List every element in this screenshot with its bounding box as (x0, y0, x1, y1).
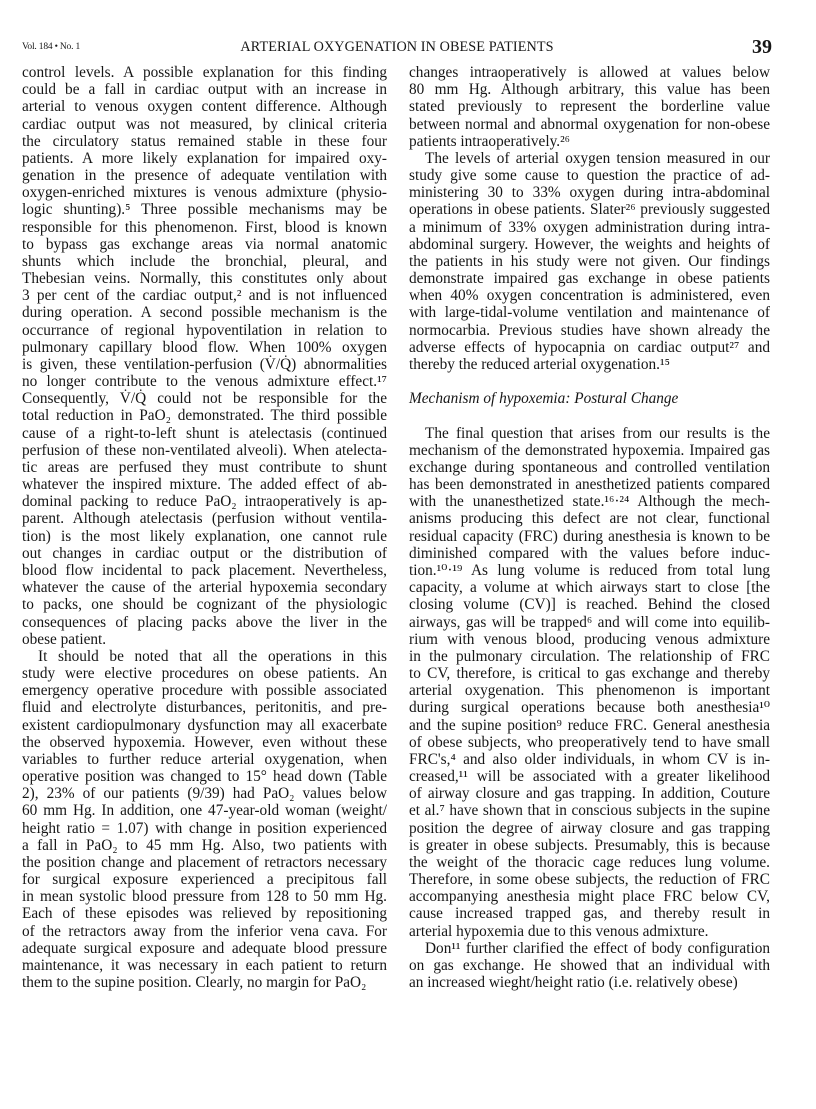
text-line: the patients in his study were not given. Our findings (409, 252, 770, 270)
text-line: patients. A more likely explanation for impaired oxy- (22, 149, 387, 167)
text-line: It should be noted that all the operations in this (38, 647, 387, 665)
text-line: logic shunting).⁵ Three possible mechanisms may be (22, 201, 387, 219)
text-line: the weight of the thoracic cage reduces lung volume. (409, 853, 770, 871)
text-line: of the retractors away from the inferior vena cava. For (22, 922, 387, 940)
text-line: oxygen-enriched mixtures is venous admixture (physio- (22, 184, 387, 202)
spacer (409, 373, 770, 390)
text-line: tion.¹⁰·¹⁹ As lung volume is reduced from total lung (409, 561, 770, 579)
text-line: between normal and abnormal oxygenation for non-obese (409, 115, 770, 133)
text-line: patients intraoperatively.²⁶ (409, 132, 570, 150)
text-line: dominal packing to reduce PaO₂ intraoperatively is ap- (22, 493, 387, 511)
text-line: on gas exchange. He showed that an individual with (409, 956, 770, 974)
text-line: The final question that arises from our results is the (425, 424, 770, 442)
text-line: anisms producing this defect are not clear, functional (409, 510, 770, 528)
text-line: rium with venous blood, producing venous admixture (409, 630, 770, 648)
text-line: blood flow incidental to pack placement. Nevertheless, (22, 561, 387, 579)
text-line: of obese subjects, who preoperatively tend to have small (409, 733, 770, 751)
running-title: ARTERIAL OXYGENATION IN OBESE PATIENTS (240, 39, 554, 55)
text-line: the circulatory status remained stable in these four (22, 132, 387, 150)
text-line: the observed hypoxemia. However, even without these (22, 733, 387, 751)
text-line: emergency operative procedure with possible associated (22, 682, 387, 700)
text-line: genation in the presence of adequate ventilation with (22, 167, 387, 185)
left-column (22, 64, 387, 991)
text-line: with the unanesthetized state.¹⁶·²⁴ Although the mech- (409, 493, 770, 511)
text-line: study give some cause to question the practice of ad- (409, 167, 770, 185)
text-line: to bypass gas exchange areas via normal anatomic (22, 235, 387, 253)
text-line: during operation. A second possible mechanism is the (22, 304, 387, 322)
text-line: diminished compared with the values before induc- (409, 544, 770, 562)
text-line: in the pulmonary circulation. The relationship of FRC (409, 647, 770, 665)
text-line: 80 mm Hg. Although arbitrary, this value has been (409, 81, 770, 99)
text-line: position the degree of airway closure and gas trapping (409, 819, 770, 837)
text-line: arterial oxygenation. This phenomenon is important (409, 682, 770, 700)
text-line: perfusion of these non-ventilated alveoli). When atelecta- (22, 441, 387, 459)
text-line: residual capacity (FRC) during anesthesia is known to be (409, 527, 770, 545)
text-line: a fall in PaO₂ to 45 mm Hg. Also, two patients with (22, 836, 387, 854)
text-line: study were elective procedures on obese patients. An (22, 665, 387, 683)
text-line: the position change and placement of retractors necessary (22, 853, 387, 871)
text-line: FRC's,⁴ and also older individuals, in whom CV is in- (409, 750, 770, 768)
text-line: an increased wieght/height ratio (i.e. relatively obese) (409, 974, 738, 992)
text-line: with large-tidal-volume ventilation and maintenance of (409, 304, 770, 322)
text-line: a minimum of 33% oxygen administration during intra- (409, 218, 770, 236)
running-header (22, 36, 772, 58)
text-line: is given, these ventilation-perfusion (V̇/Q̇) abnormalities (22, 355, 387, 373)
text-line: creased,¹¹ will be associated with a greater likelihood (409, 768, 770, 786)
text-line: occurrance of regional hypoventilation in relation to (22, 321, 387, 339)
text-line: exchange during spontaneous and controlled ventilation (409, 458, 770, 476)
text-line: cause of a right-to-left shunt is atelectasis (continued (22, 424, 387, 442)
text-line: Thebesian veins. Normally, this constitutes only about (22, 270, 387, 288)
text-line: 2), 23% of our patients (9/39) had PaO₂ values below (22, 785, 387, 803)
text-line: tic areas are perfused they must contribute to shunt (22, 458, 387, 476)
text-line: to packs, one should be cognizant of the physiologic (22, 596, 387, 614)
text-line: of airway closure and gas trapping. In addition, Couture (409, 785, 770, 803)
text-line: operations in obese patients. Slater²⁶ previously suggested (409, 201, 770, 219)
text-line: 60 mm Hg. In addition, one 47-year-old woman (weight/ (22, 802, 387, 820)
text-line: existent cardiopulmonary dysfunction may all exacerbate (22, 716, 387, 734)
right-column (409, 64, 770, 991)
text-line: control levels. A possible explanation for this finding (22, 64, 387, 81)
text-line: stated previously to represent the borderline value (409, 98, 770, 116)
text-line: consequences of placing packs above the liver in the (22, 613, 387, 631)
text-line: thereby the reduced arterial oxygenation.¹⁵ (409, 355, 670, 373)
text-line: for surgical exposure experienced a precipitous fall (22, 871, 387, 889)
text-line: and the supine position⁹ reduce FRC. General anesthesia (409, 716, 770, 734)
text-line: parent. Although atelectasis (perfusion without ventila- (22, 510, 387, 528)
text-line: accompanying anesthesia might place FRC below CV, (409, 888, 770, 906)
text-line: Don¹¹ further clarified the effect of body configuration (425, 939, 770, 957)
text-line: arterial to venous oxygen content difference. Although (22, 98, 387, 116)
text-line: operative position was changed to 15° head down (Table (22, 768, 387, 786)
text-line: abdominal surgery. However, the weights and heights of (409, 235, 770, 253)
text-line: is greater in obese subjects. Presumably, this is because (409, 836, 770, 854)
page-number: 39 (752, 36, 772, 58)
text-line: ministering 30 to 33% oxygen during intra-abdominal (409, 184, 770, 202)
text-line: during surgical operations because both anesthesia¹⁰ (409, 699, 770, 717)
text-line: Therefore, in some obese subjects, the reduction of FRC (409, 871, 770, 889)
text-line: to CV, therefore, is critical to gas exchange and thereby (409, 665, 770, 683)
text-line: arterial hypoxemia due to this venous admixture. (409, 922, 709, 940)
volume-issue-label: Vol. 184 • No. 1 (22, 42, 81, 52)
text-line: Each of these episodes was relieved by repositioning (22, 905, 387, 923)
text-line: out changes in cardiac output or the distribution of (22, 544, 387, 562)
text-line: in mean systolic blood pressure from 128 to 50 mm Hg. (22, 888, 387, 906)
text-line: whatever the cause of the arterial hypoxemia secondary (22, 579, 387, 597)
text-line: Consequently, V̇/Q̇ could not be responsible for the (22, 390, 387, 408)
spacer (409, 407, 770, 424)
text-line: demonstrate impaired gas exchange in obese patients (409, 270, 770, 288)
text-line: total reduction in PaO₂ demonstrated. The third possible (22, 407, 387, 425)
text-line: could be a fall in cardiac output with an increase in (22, 81, 387, 99)
text-line: normocarbia. Previous studies have shown already the (409, 321, 770, 339)
text-line: changes intraoperatively is allowed at values below (409, 64, 770, 81)
text-line: shunts which include the bronchial, pleural, and (22, 252, 387, 270)
text-line: height ratio = 1.07) with change in position experienced (22, 819, 387, 837)
text-line: whatever the inspired mixture. The added effect of ab- (22, 476, 387, 494)
text-line: cause increased trapped gas, and thereby result in (409, 905, 770, 923)
text-line: no longer contribute to the venous admixture effect.¹⁷ (22, 373, 387, 391)
text-line: variables to further reduce arterial oxygenation, when (22, 750, 387, 768)
text-line: 3 per cent of the cardiac output,² and is not influenced (22, 287, 387, 305)
text-line: cardiac output was not measured, by clinical criteria (22, 115, 387, 133)
text-line: fluid and electrolyte disturbances, peritonitis, and pre- (22, 699, 387, 717)
text-line: maintenance, it was necessary in each patient to return (22, 956, 387, 974)
text-line: pulmonary capillary blood flow. When 100% oxygen (22, 338, 387, 356)
text-line: tion) is the most likely explanation, one cannot rule (22, 527, 387, 545)
text-line: closing volume (CV)] is reached. Behind the closed (409, 596, 770, 614)
text-line: obese patient. (22, 630, 107, 648)
text-line: when 40% oxygen concentration is administered, even (409, 287, 770, 305)
text-line: responsible for this phenomenon. First, blood is known (22, 218, 387, 236)
text-line: them to the supine position. Clearly, no margin for PaO₂ (22, 974, 367, 992)
text-line: et al.⁷ have shown that in conscious subjects in the supine (409, 802, 770, 820)
text-line: mechanism of the demonstrated hypoxemia. Impaired gas (409, 441, 770, 459)
text-line: adequate surgical exposure and adequate blood pressure (22, 939, 387, 957)
section-heading: Mechanism of hypoxemia: Postural Change (409, 390, 679, 408)
text-line: The levels of arterial oxygen tension measured in our (425, 149, 770, 167)
text-line: airways, gas will be trapped⁶ and will come into equilib- (409, 613, 770, 631)
text-line: capacity, a volume at which airways start to close [the (409, 579, 770, 597)
text-line: has been demonstrated in anesthetized patients compared (409, 476, 770, 494)
text-line: adverse effects of hypocapnia on cardiac output²⁷ and (409, 338, 770, 356)
